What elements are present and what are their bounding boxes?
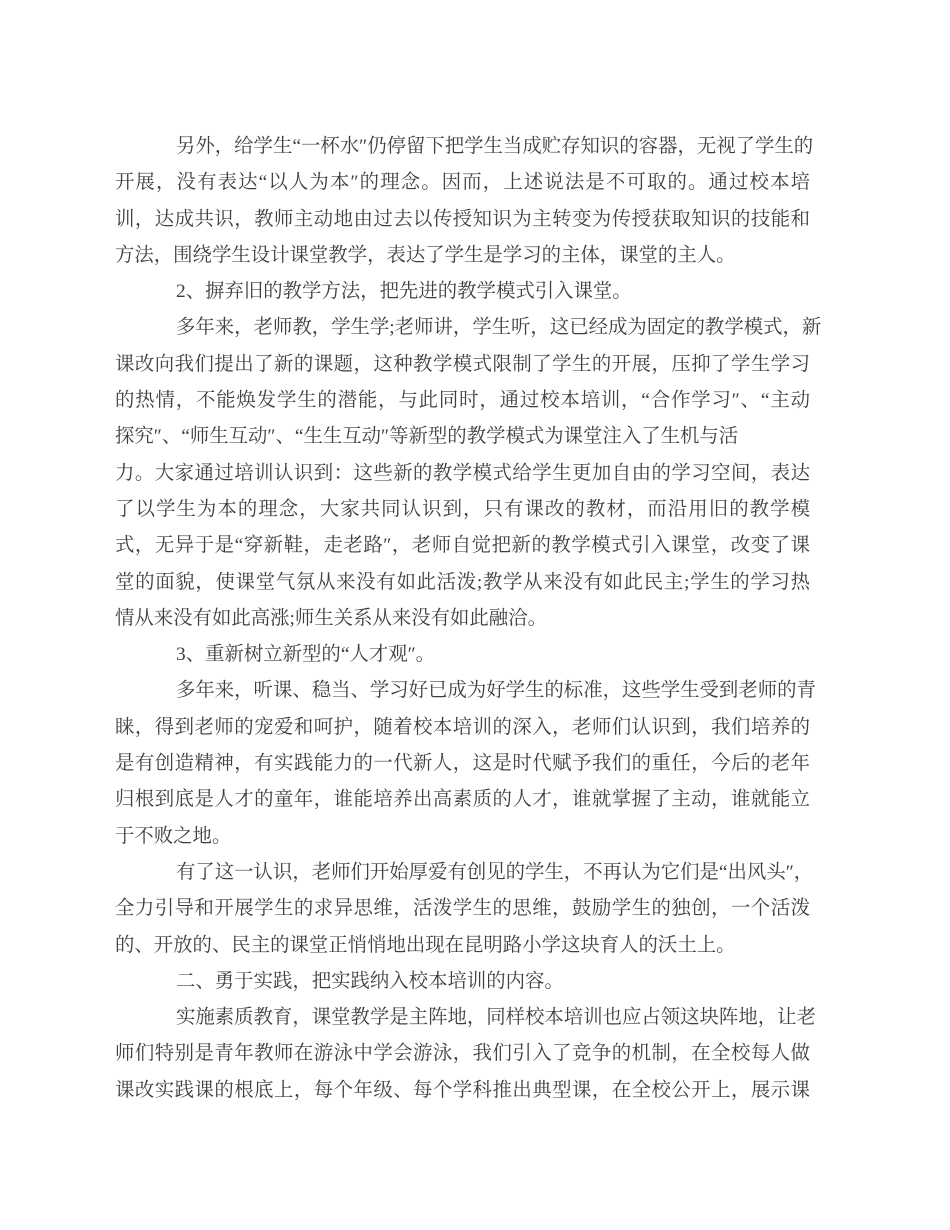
document-text-block — [115, 129, 822, 1109]
text-line: 情从来没有如此高涨;师生关系从来没有如此融洽。 — [115, 607, 547, 629]
text-line: 多年来，听课、稳当、学习好已成为好学生的标准，这些学生受到老师的青 — [176, 680, 816, 702]
text-line: 力。大家通过培训认识到：这些新的教学模式给学生更加自由的学习空间，表达 — [115, 462, 810, 484]
text-line: 了以学生为本的理念，大家共同认识到，只有课改的教材，而沿用旧的教学模 — [115, 498, 810, 520]
text-line: 方法，围绕学生设计课堂教学，表达了学生是学习的主体，课堂的主人。 — [115, 244, 736, 266]
text-line: 的、开放的、民主的课堂正悄悄地出现在昆明路小学这块育人的沃土上。 — [115, 934, 736, 956]
text-line: 的热情，不能焕发学生的潜能，与此同时，通过校本培训，“合作学习″、“主动 — [115, 390, 810, 412]
text-line: 堂的面貌，使课堂气氛从来没有如此活泼;教学从来没有如此民主;学生的学习热 — [115, 571, 810, 593]
text-line: 多年来，老师教，学生学;老师讲，学生听，这已经成为固定的教学模式，新 — [176, 317, 822, 339]
text-line: 训，达成共识，教师主动地由过去以传授知识为主转变为传授获取知识的技能和 — [115, 208, 810, 230]
text-line-heading: 二、勇于实践，把实践纳入校本培训的内容。 — [176, 970, 564, 992]
text-line: 课改向我们提出了新的课题，这种教学模式限制了学生的开展，压抑了学生学习 — [115, 353, 810, 375]
text-line: 睐，得到老师的宠爱和呵护，随着校本培训的深入，老师们认识到，我们培养的 — [115, 716, 810, 738]
text-line: 全力引导和开展学生的求异思维，活泼学生的思维，鼓励学生的独创，一个活泼 — [115, 898, 810, 920]
text-line: 探究″、“师生互动″、“生生互动″等新型的教学模式为课堂注入了生机与活 — [115, 426, 739, 448]
text-line: 课改实践课的根底上，每个年级、每个学科推出典型课，在全校公开上，展示课 — [115, 1079, 810, 1101]
text-line: 于不败之地。 — [115, 825, 232, 847]
text-line-heading: 3、重新树立新型的“人才观″。 — [176, 644, 436, 666]
text-line: 归根到底是人才的童年，谁能培养出高素质的人才，谁就掌握了主动，谁就能立 — [115, 789, 810, 811]
text-line: 实施素质教育，课堂教学是主阵地，同样校本培训也应占领这块阵地，让老 — [176, 1007, 816, 1029]
text-line: 有了这一认识，老师们开始厚爱有创见的学生，不再认为它们是“出风头″， — [176, 861, 814, 883]
text-line: 开展，没有表达“以人为本″的理念。因而，上述说法是不可取的。通过校本培 — [115, 172, 810, 194]
text-line: 另外，给学生“一杯水″仍停留下把学生当成贮存知识的容器，无视了学生的 — [176, 136, 814, 157]
text-line: 式，无异于是“穿新鞋，走老路″，老师自觉把新的教学模式引入课堂，改变了课 — [115, 535, 810, 557]
text-line-heading: 2、摒弃旧的教学方法，把先进的教学模式引入课堂。 — [176, 281, 632, 303]
text-line: 师们特别是青年教师在游泳中学会游泳，我们引入了竞争的机制，在全校每人做 — [115, 1043, 810, 1065]
text-line: 是有创造精神，有实践能力的一代新人，这是时代赋予我们的重任，今后的老年 — [115, 753, 810, 775]
